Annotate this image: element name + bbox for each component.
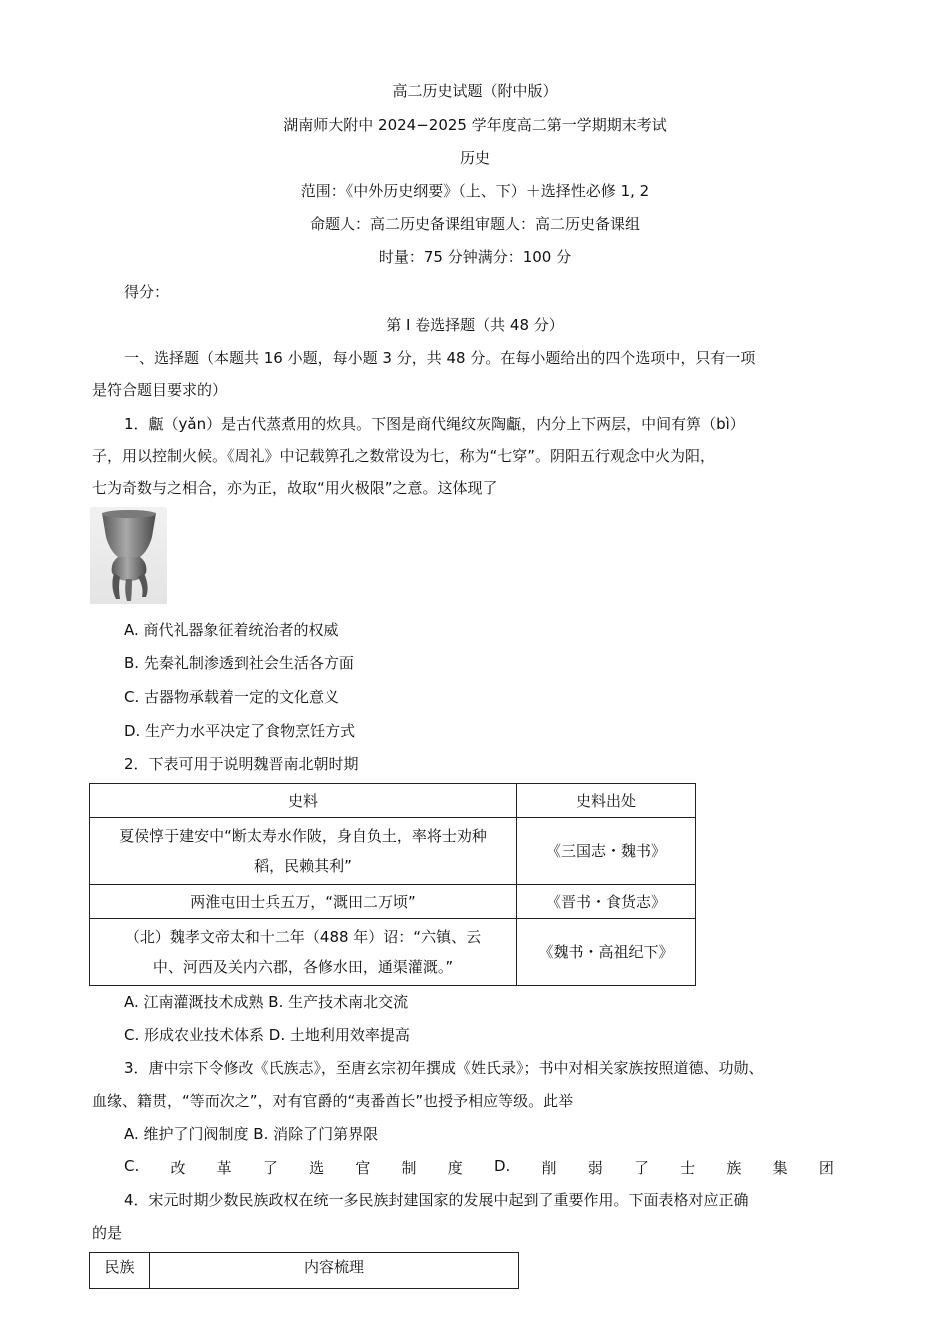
row3-source: 《魏书・高祖纪下》 bbox=[517, 919, 696, 986]
exam-time-score: 时量：75 分钟满分：100 分 bbox=[378, 248, 572, 266]
q3-options-line-1: A. 维护了门阀制度 B. 消除了门第界限 bbox=[124, 1125, 379, 1143]
table-header-row bbox=[90, 1253, 519, 1289]
q1-option-b: B. 先秦礼制渗透到社会生活各方面 bbox=[124, 654, 354, 672]
table-row bbox=[90, 818, 696, 885]
pottery-yan-illustration bbox=[90, 507, 167, 604]
part1-title: 第 I 卷选择题（共 48 分） bbox=[386, 316, 564, 334]
q3-opt-char: 度 bbox=[447, 1159, 463, 1177]
exam-title: 高二历史试题（附中版） bbox=[392, 82, 558, 100]
q1-option-a: A. 商代礼器象征着统治者的权威 bbox=[124, 621, 339, 639]
header-content-summary: 内容梳理 bbox=[150, 1253, 519, 1289]
q3-stem-line-2: 血缘、籍贯，“等而次之”，对有官爵的“夷番酋长”也授予相应等级。此举 bbox=[92, 1092, 574, 1110]
q3-opt-char: 族 bbox=[726, 1159, 742, 1177]
q3-opt-char: 削 bbox=[541, 1159, 557, 1177]
q4-table bbox=[89, 1252, 519, 1289]
q2-options-line-1: A. 江南灌溉技术成熟 B. 生产技术南北交流 bbox=[124, 993, 409, 1011]
q3-opt-char: 选 bbox=[309, 1159, 325, 1177]
table-row bbox=[90, 885, 696, 919]
q3-stem-line-1: 3．唐中宗下令修改《氏族志》，至唐玄宗初年撰成《姓氏录》；书中对相关家族按照道德、功勋、 bbox=[124, 1059, 764, 1077]
q3-opt-char: 制 bbox=[401, 1159, 417, 1177]
q1-stem-line-2: 子，用以控制火候。《周礼》中记载箅孔之数常设为七，称为“七穿”。阴阳五行观念中火为阳， bbox=[92, 447, 716, 465]
row2-source: 《晋书・食货志》 bbox=[517, 885, 696, 919]
table-row bbox=[90, 919, 696, 986]
q3-opt-char: 集 bbox=[772, 1159, 788, 1177]
q3-opt-char: 官 bbox=[355, 1159, 371, 1177]
q3-opt-char: 了 bbox=[262, 1159, 278, 1177]
pottery-yan-image bbox=[90, 507, 167, 604]
row1-text-line-1: 夏侯惇于建安中“断太寿水作陂，身自负土，率将士劝种 bbox=[119, 827, 487, 845]
q3-opt-char: C. bbox=[124, 1157, 140, 1175]
q2-stem: 2．下表可用于说明魏晋南北朝时期 bbox=[124, 755, 359, 773]
instructions-line-1: 一、选择题（本题共 16 小题，每小题 3 分，共 48 分。在每小题给出的四个选项中，只有一项 bbox=[124, 349, 756, 367]
table-cell-text bbox=[90, 919, 517, 986]
q1-stem-line-3: 七为奇数与之相合，亦为正，故取“用火极限”之意。这体现了 bbox=[92, 479, 498, 497]
q3-opt-char: 士 bbox=[680, 1159, 696, 1177]
row1-source: 《三国志・魏书》 bbox=[517, 818, 696, 885]
header-ethnic-group: 民族 bbox=[90, 1253, 150, 1289]
q3-opt-char: 改 bbox=[170, 1159, 186, 1177]
school-exam-name: 湖南师大附中 2024−2025 学年度高二第一学期期末考试 bbox=[283, 116, 667, 134]
q3-opt-char: 革 bbox=[216, 1159, 232, 1177]
row3-text-line-1: （北）魏孝文帝太和十二年（488 年）诏：“六镇、云 bbox=[124, 928, 482, 946]
row3-text-line-2: 中、河西及关内六郡，各修水田，通渠灌溉。” bbox=[152, 958, 454, 976]
header-source-text: 史料 bbox=[90, 784, 517, 818]
q3-opt-char: 了 bbox=[633, 1159, 649, 1177]
q4-stem-line-2: 的是 bbox=[92, 1224, 123, 1242]
q1-stem-line-1: 1．甗（yǎn）是古代蒸煮用的炊具。下图是商代绳纹灰陶甗，内分上下两层，中间有箅（bì） bbox=[124, 415, 745, 433]
row2-text: 两淮屯田士兵五万，“溉田二万顷” bbox=[90, 885, 517, 919]
row1-text-line-2: 稻，民赖其利” bbox=[254, 857, 352, 875]
q1-option-c: C. 古器物承载着一定的文化意义 bbox=[124, 688, 340, 706]
instructions-line-2: 是符合题目要求的） bbox=[92, 381, 228, 399]
score-label: 得分： bbox=[124, 283, 170, 301]
header-source-origin: 史料出处 bbox=[517, 784, 696, 818]
q3-opt-char: D. bbox=[493, 1157, 511, 1175]
q3-options-line-2 bbox=[124, 1157, 834, 1178]
q3-opt-char: 团 bbox=[818, 1159, 834, 1177]
q1-option-d: D. 生产力水平决定了食物烹饪方式 bbox=[124, 722, 356, 740]
q4-stem-line-1: 4．宋元时期少数民族政权在统一多民族封建国家的发展中起到了重要作用。下面表格对应正确 bbox=[124, 1191, 749, 1209]
q2-source-table bbox=[89, 783, 696, 986]
table-cell-text bbox=[90, 818, 517, 885]
q2-options-line-2: C. 形成农业技术体系 D. 土地利用效率提高 bbox=[124, 1026, 410, 1044]
q3-opt-char: 弱 bbox=[587, 1159, 603, 1177]
subject-label: 历史 bbox=[459, 149, 490, 167]
table-header-row bbox=[90, 784, 696, 818]
exam-authors: 命题人：高二历史备课组审题人：高二历史备课组 bbox=[309, 215, 640, 233]
exam-scope: 范围：《中外历史纲要》（上、下）＋选择性必修 1, 2 bbox=[300, 182, 650, 200]
